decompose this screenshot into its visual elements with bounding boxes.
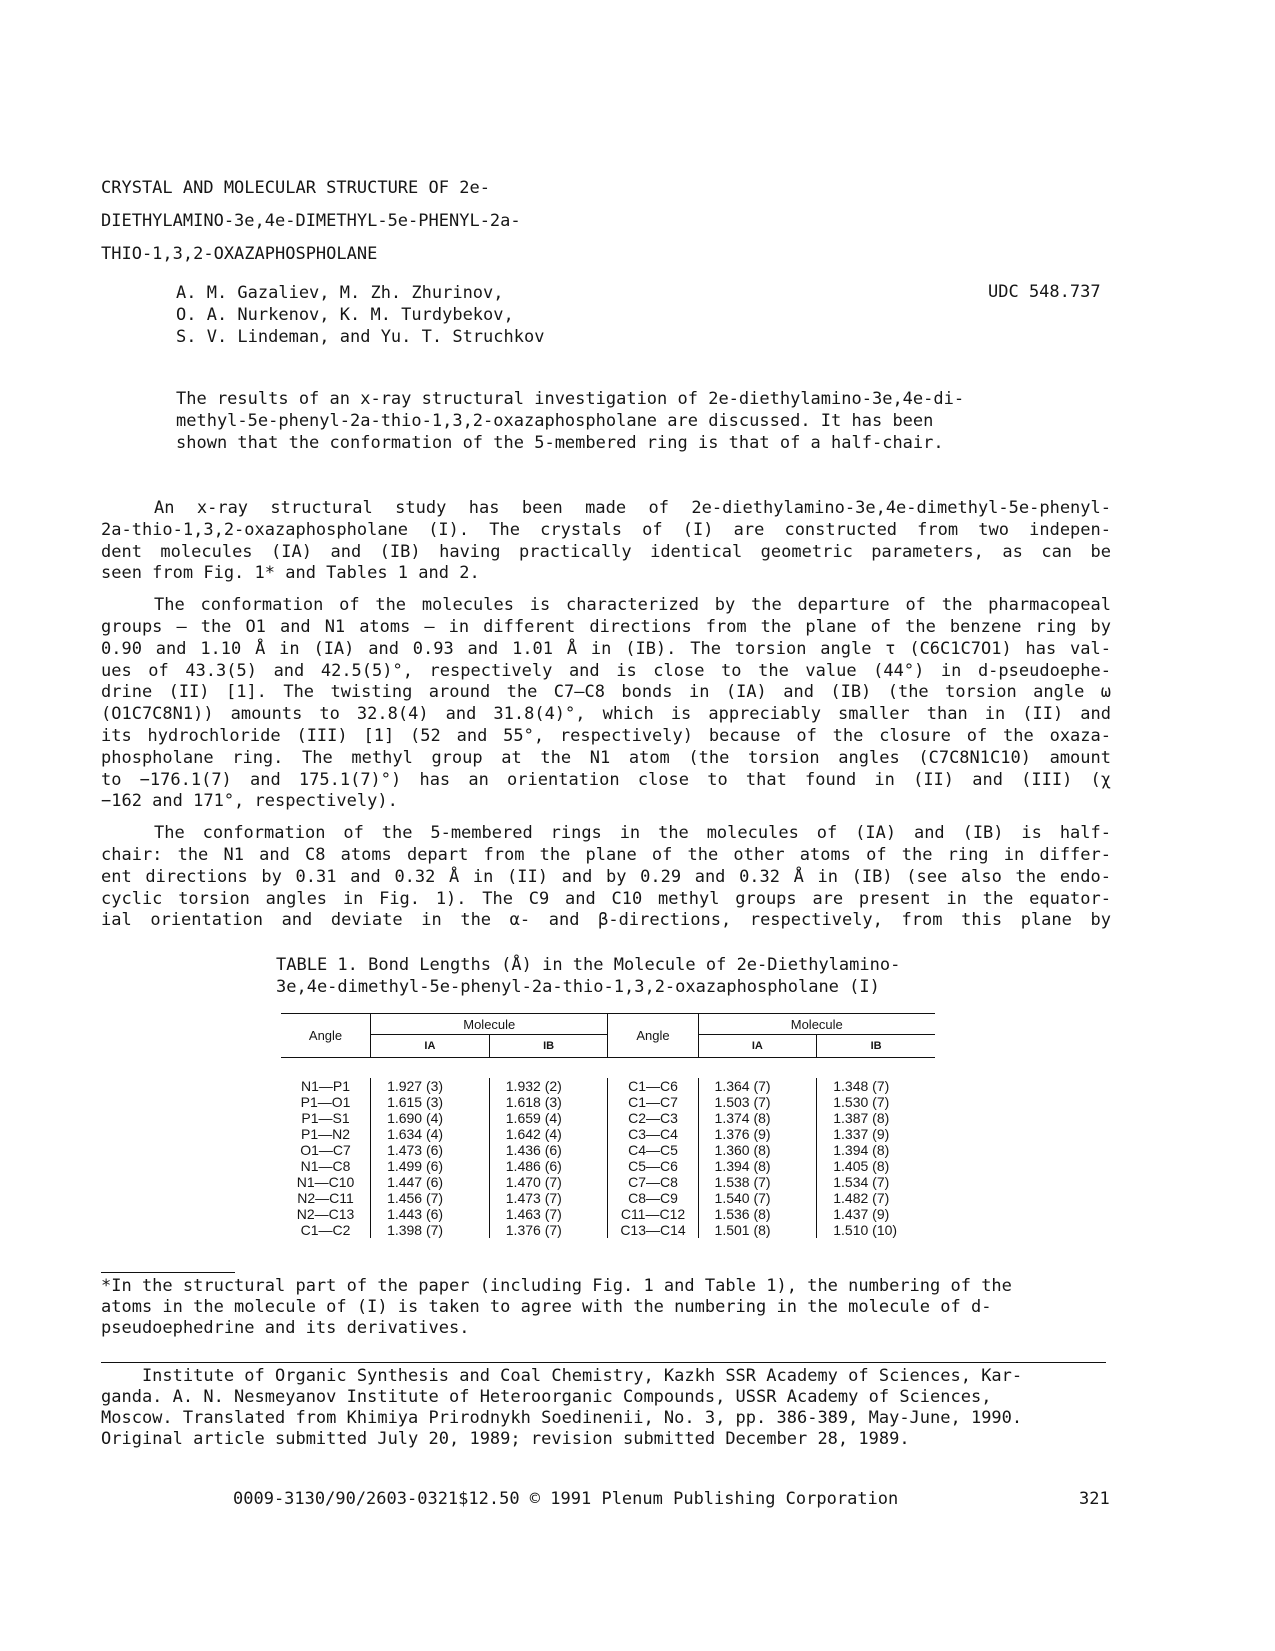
abstract <box>176 388 1056 454</box>
text-line: drine (II) [1]. The twisting around the C7—C8 bonds in (IA) and (IB) (the torsion angle ω <box>101 682 1111 703</box>
title-line: DIETHYLAMINO-3e,4e-DIMETHYL-5e-PHENYL-2a- <box>101 211 521 231</box>
bond-length-ia: 1.394 (8) <box>698 1158 817 1174</box>
bond-label: C8—C9 <box>608 1190 698 1206</box>
bond-length-ib: 1.437 (9) <box>817 1206 935 1222</box>
col-header-ib: IB <box>817 1035 935 1058</box>
col-header-ia: IA <box>698 1035 817 1058</box>
bond-length-ib: 1.337 (9) <box>817 1126 935 1142</box>
bond-length-ia: 1.927 (3) <box>371 1078 490 1094</box>
bond-length-ib: 1.486 (6) <box>489 1158 608 1174</box>
bond-length-ib: 1.376 (7) <box>489 1222 608 1238</box>
bond-length-ib: 1.932 (2) <box>489 1078 608 1094</box>
bond-length-ia: 1.540 (7) <box>698 1190 817 1206</box>
table-row <box>281 1110 935 1126</box>
paragraph-2 <box>101 595 1111 813</box>
text-line: The conformation of the 5-membered rings in the molecules of (IA) and (IB) is half- <box>154 823 1111 844</box>
table-row <box>281 1094 935 1110</box>
footnote-rule <box>101 1272 235 1273</box>
col-header-ia: IA <box>371 1035 490 1058</box>
affiliation-line: Institute of Organic Synthesis and Coal Chemistry, Kazkh SSR Academy of Sciences, Kar- <box>101 1366 1023 1386</box>
bond-length-ia: 1.690 (4) <box>371 1110 490 1126</box>
text-line: phospholane ring. The methyl group at the N1 atom (the torsion angles (C7C8N1C10) amount <box>101 747 1111 768</box>
caption-line: TABLE 1. Bond Lengths (Å) in the Molecule of 2e-Diethylamino- <box>276 955 901 975</box>
bond-length-ib: 1.348 (7) <box>817 1078 935 1094</box>
text-line: ial orientation and deviate in the α- and β-directions, respectively, from this plane by <box>101 910 1111 931</box>
text-line: seen from Fig. 1* and Tables 1 and 2. <box>101 563 480 584</box>
bond-label: C1—C6 <box>608 1078 698 1094</box>
table-row <box>281 1142 935 1158</box>
footnote-line: atoms in the molecule of (I) is taken to agree with the numbering in the molecule of d- <box>101 1297 992 1317</box>
text-line: groups — the O1 and N1 atoms — in different directions from the plane of the benzene ring by <box>101 616 1111 637</box>
bond-label: N1—C8 <box>300 1158 351 1174</box>
bond-length-ia: 1.456 (7) <box>371 1190 490 1206</box>
bond-length-ib: 1.534 (7) <box>817 1174 935 1190</box>
bond-length-ia: 1.447 (6) <box>371 1174 490 1190</box>
article-title <box>101 172 521 271</box>
bond-lengths-table <box>281 1013 935 1238</box>
bond-length-ia: 1.538 (7) <box>698 1174 817 1190</box>
bond-length-ia: 1.499 (6) <box>371 1158 490 1174</box>
bond-length-ia: 1.443 (6) <box>371 1206 490 1222</box>
bond-length-ib: 1.642 (4) <box>489 1126 608 1142</box>
bond-label: C7—C8 <box>608 1174 698 1190</box>
bond-length-ia: 1.374 (8) <box>698 1110 817 1126</box>
bond-label: O1—C7 <box>300 1142 351 1158</box>
bond-length-ib: 1.470 (7) <box>489 1174 608 1190</box>
bond-label: N1—C10 <box>296 1174 355 1190</box>
bond-label: P1—N2 <box>301 1126 351 1142</box>
affiliation-rule <box>101 1362 1106 1363</box>
text-line: ent directions by 0.31 and 0.32 Å in (II) and by 0.29 and 0.32 Å in (IB) (see also the endo- <box>101 866 1111 887</box>
table-caption <box>276 954 900 998</box>
author-line: O. A. Nurkenov, K. M. Turdybekov, <box>176 305 514 325</box>
table-row <box>281 1206 935 1222</box>
bond-length-ib: 1.436 (6) <box>489 1142 608 1158</box>
abstract-line: The results of an x-ray structural investigation of 2e-diethylamino-3e,4e-di- <box>176 389 965 409</box>
author-list <box>176 282 544 348</box>
table-row <box>281 1222 935 1238</box>
bond-length-ib: 1.530 (7) <box>817 1094 935 1110</box>
title-line: CRYSTAL AND MOLECULAR STRUCTURE OF 2e- <box>101 178 490 198</box>
col-header-angle: Angle <box>608 1014 698 1058</box>
abstract-line: shown that the conformation of the 5-membered ring is that of a half-chair. <box>176 433 944 453</box>
bond-length-ib: 1.618 (3) <box>489 1094 608 1110</box>
text-line: −162 and 171°, respectively). <box>101 791 398 812</box>
title-line: THIO-1,3,2-OXAZAPHOSPHOLANE <box>101 244 378 264</box>
affiliation <box>101 1366 1022 1450</box>
bond-length-ia: 1.360 (8) <box>698 1142 817 1158</box>
text-line: to −176.1(7) and 175.1(7)°) has an orientation close to that found in (II) and (III) (χ <box>101 769 1111 790</box>
bond-label: C5—C6 <box>608 1158 698 1174</box>
body-text <box>101 498 1111 932</box>
table-row <box>281 1126 935 1142</box>
paragraph-1 <box>101 498 1111 585</box>
bond-length-ia: 1.376 (9) <box>698 1126 817 1142</box>
author-line: S. V. Lindeman, and Yu. T. Struchkov <box>176 327 545 347</box>
text-line: An x-ray structural study has been made of 2e-diethylamino-3e,4e-dimethyl-5e-phenyl- <box>154 498 1111 518</box>
bond-length-ib: 1.659 (4) <box>489 1110 608 1126</box>
bond-label: C1—C2 <box>300 1222 351 1238</box>
bond-length-ib: 1.394 (8) <box>817 1142 935 1158</box>
bond-label: C3—C4 <box>608 1126 698 1142</box>
copyright-line: 0009-3130/90/2603-0321$12.50 © 1991 Plenum Publishing Corporation <box>233 1489 899 1509</box>
text-line: dent molecules (IA) and (IB) having practically identical geometric parameters, as can be <box>101 541 1111 562</box>
footnote-line: pseudoephedrine and its derivatives. <box>101 1318 470 1338</box>
abstract-line: methyl-5e-phenyl-2a-thio-1,3,2-oxazaphospholane are discussed. It has been <box>176 411 934 431</box>
bond-length-ib: 1.482 (7) <box>817 1190 935 1206</box>
bond-label: C2—C3 <box>608 1110 698 1126</box>
bond-length-ib: 1.405 (8) <box>817 1158 935 1174</box>
bond-length-ib: 1.387 (8) <box>817 1110 935 1126</box>
affiliation-line: Original article submitted July 20, 1989; revision submitted December 28, 1989. <box>101 1429 910 1449</box>
text-line: chair: the N1 and C8 atoms depart from the plane of the other atoms of the ring in differ- <box>101 844 1111 865</box>
col-header-ib: IB <box>489 1035 608 1058</box>
caption-line: 3e,4e-dimethyl-5e-phenyl-2a-thio-1,3,2-oxazaphospholane (I) <box>276 977 880 997</box>
affiliation-line: Moscow. Translated from Khimiya Prirodnykh Soedinenii, No. 3, pp. 386-389, May-June, 1990. <box>101 1408 1023 1428</box>
author-line: A. M. Gazaliev, M. Zh. Zhurinov, <box>176 283 504 303</box>
bond-length-ia: 1.501 (8) <box>698 1222 817 1238</box>
bond-label: N2—C11 <box>297 1190 354 1206</box>
table-row <box>281 1078 935 1094</box>
bond-label: P1—S1 <box>301 1110 350 1126</box>
bond-length-ia: 1.398 (7) <box>371 1222 490 1238</box>
text-line: cyclic torsion angles in Fig. 1). The C9 and C10 methyl groups are present in the equator- <box>101 888 1111 909</box>
bond-label: C13—C14 <box>608 1222 698 1238</box>
footnote <box>101 1276 1012 1339</box>
table-row <box>281 1174 935 1190</box>
bond-length-ib: 1.463 (7) <box>489 1206 608 1222</box>
col-header-molecule: Molecule <box>698 1014 935 1035</box>
bond-length-ia: 1.503 (7) <box>698 1094 817 1110</box>
paragraph-3 <box>101 823 1111 932</box>
bond-length-ib: 1.473 (7) <box>489 1190 608 1206</box>
bond-length-ia: 1.473 (6) <box>371 1142 490 1158</box>
bond-label: C11—C12 <box>608 1206 698 1222</box>
footnote-line: *In the structural part of the paper (including Fig. 1 and Table 1), the numbering of the <box>101 1276 1012 1296</box>
text-line: (O1C7C8N1)) amounts to 32.8(4) and 31.8(4)°, which is appreciably smaller than in (II) and <box>101 704 1111 725</box>
bond-label: P1—O1 <box>300 1094 351 1110</box>
col-header-angle: Angle <box>308 1028 343 1043</box>
bond-length-ia: 1.634 (4) <box>371 1126 490 1142</box>
text-line: its hydrochloride (III) [1] (52 and 55°, respectively) because of the closure of the oxaza- <box>101 725 1111 746</box>
bond-length-ia: 1.615 (3) <box>371 1094 490 1110</box>
affiliation-line: ganda. A. N. Nesmeyanov Institute of Heteroorganic Compounds, USSR Academy of Sciences, <box>101 1387 992 1407</box>
bond-length-ib: 1.510 (10) <box>817 1222 935 1238</box>
page-number: 321 <box>1079 1489 1110 1509</box>
bond-label: N2—C13 <box>296 1206 355 1222</box>
text-line: 2a-thio-1,3,2-oxazaphospholane (I). The crystals of (I) are constructed from two indepen- <box>101 519 1111 540</box>
text-line: ues of 43.3(5) and 42.5(5)°, respectively and is close to the value (44°) in d-pseudoephe- <box>101 660 1111 681</box>
table-row <box>281 1158 935 1174</box>
bond-label: C1—C7 <box>608 1094 698 1110</box>
bond-label: C4—C5 <box>608 1142 698 1158</box>
text-line: The conformation of the molecules is characterized by the departure of the pharmacopeal <box>154 595 1111 616</box>
table-row <box>281 1190 935 1206</box>
table-body <box>281 1078 935 1238</box>
col-header-molecule: Molecule <box>371 1014 608 1035</box>
udc-code: UDC 548.737 <box>988 282 1101 302</box>
text-line: 0.90 and 1.10 Å in (IA) and 0.93 and 1.01 Å in (IB). The torsion angle τ (C6C1C7O1) has val- <box>101 638 1111 659</box>
bond-length-ia: 1.364 (7) <box>698 1078 817 1094</box>
bond-length-ia: 1.536 (8) <box>698 1206 817 1222</box>
bond-label: N1—P1 <box>301 1078 351 1094</box>
